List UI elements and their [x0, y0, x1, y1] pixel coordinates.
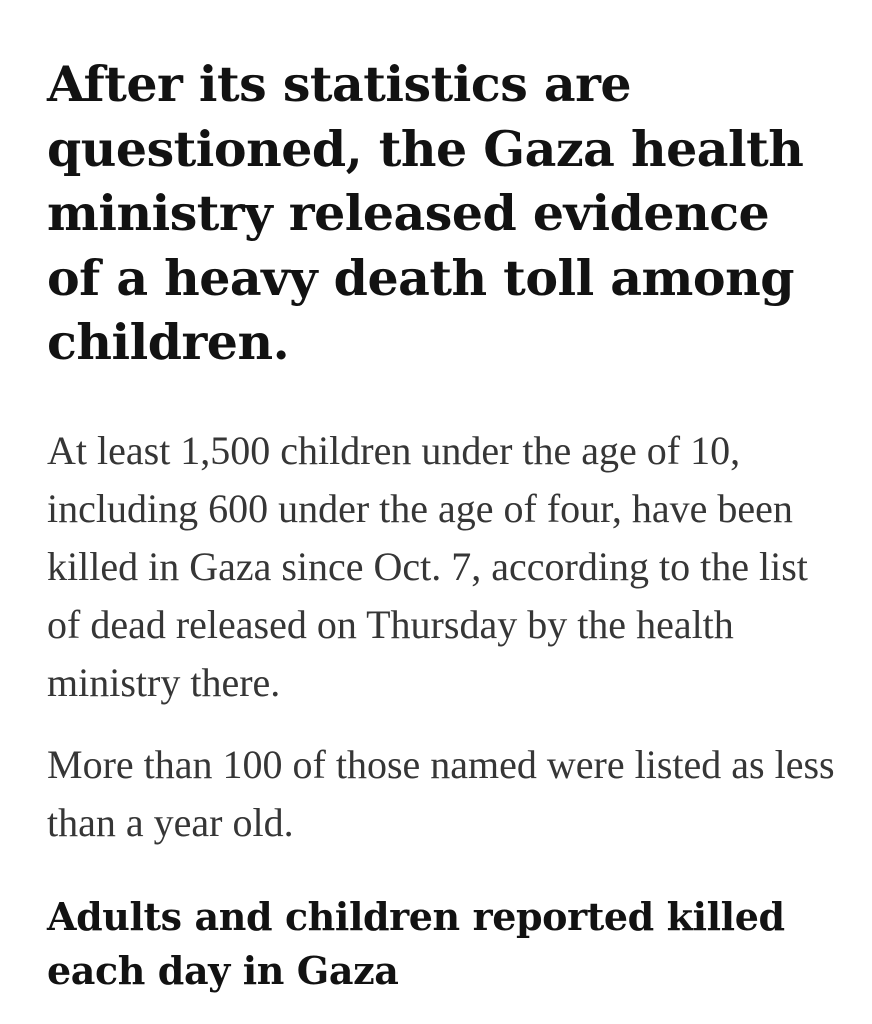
- article-paragraph-1: At least 1,500 children under the age of 10, including 600 under the age of four, have been killed in Gaza since Oct. 7, according to the list of dead released on Thursday by the health ministry there.: [47, 427, 808, 705]
- chart-heading: Adults and children reported killed each day in Gaza: [47, 893, 785, 993]
- article-body: [47, 52, 837, 998]
- article-paragraph-2: More than 100 of those named were listed as less than a year old.: [47, 741, 835, 845]
- article-headline: After its statistics are questioned, the Gaza health ministry released evidence of a heavy death toll among children.: [47, 55, 804, 371]
